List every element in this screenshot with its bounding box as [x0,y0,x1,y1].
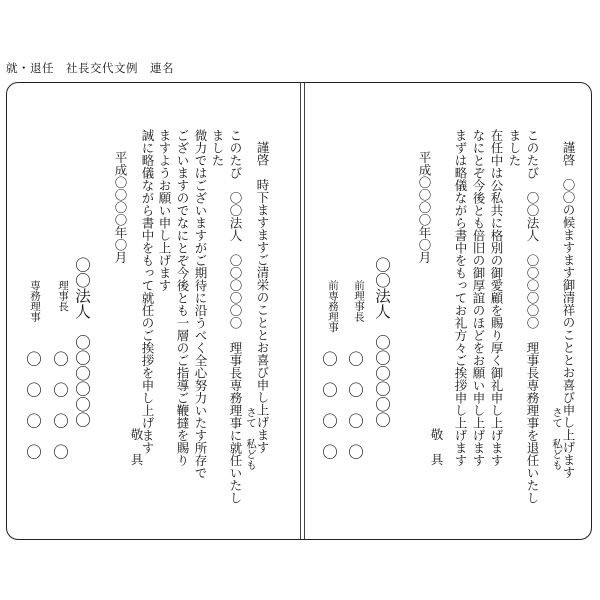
right-date: 平成〇〇〇〇年〇月 [417,151,432,264]
left-body-line-6: ますようお願い申し上げます [157,129,172,292]
left-name-1: 〇 〇 〇 〇 [51,351,69,460]
right-body-line-1: 謹啓 〇〇の候ますます御清祥のこととお喜び申し上げます [561,141,576,479]
right-org-name: 〇〇法人 〇〇〇〇〇〇 [373,257,391,428]
page-title: 就・退任 社長交代文例 連名 [6,61,174,75]
left-title-1: 理事長 [57,280,69,312]
right-body-line-5: なにとぞ今後とも倍旧の御厚誼のほどをお願い申し上げます [471,129,486,467]
left-body-line-2: このたび 〇〇法人 〇〇〇〇〇〇 理事長専務理事に就任いたし [228,129,243,504]
right-title-1: 前理事長 [353,280,365,322]
left-body-line-1: 謹啓 時下ますますご清栄のこととお喜び申し上げます [255,141,270,454]
left-humble-phrase: さて 私ども [245,407,257,470]
left-date: 平成〇〇〇〇年〇月 [113,151,128,264]
left-name-2: 〇 〇 〇 〇 [24,351,42,460]
right-name-1: 〇 〇 〇 〇 [346,351,364,460]
left-body-line-7: 誠に略儀ながら書中をもって就任のご挨拶を申し上げます [140,129,155,454]
fold-line-right [304,83,305,539]
right-body-line-3: ました [507,129,522,167]
right-humble-phrase: さて 私ども [551,407,563,470]
left-title-2: 専務理事 [29,280,41,322]
right-name-2: 〇 〇 〇 〇 [320,351,338,460]
left-body-line-5: ございますのでなにとぞ今後とも一層のご指導ご鞭撻を賜り [175,129,190,467]
right-closing: 敬 具 [429,428,444,466]
right-title-2: 前専務理事 [327,280,339,333]
right-body-line-2: このたび 〇〇法人 〇〇〇〇〇〇 理事長専務理事を退任いたし [525,129,540,504]
left-org-name: 〇〇法人 〇〇〇〇〇〇 [73,257,91,428]
fold-line-left [300,83,301,539]
left-body-line-4: 微力ではございますがご期待に沿うべく全心努力いたす所存で [193,129,208,479]
greeting-card-spread [6,82,592,540]
left-closing: 敬 具 [129,428,144,466]
left-body-line-3: ました [210,129,225,167]
right-body-line-6: まずは略儀ながら書中をもってお礼方々ご挨拶申し上げます [453,129,468,467]
right-body-line-4: 在任中は公私共に格別の御愛顧を賜り厚く御礼申し上げます [489,129,504,467]
